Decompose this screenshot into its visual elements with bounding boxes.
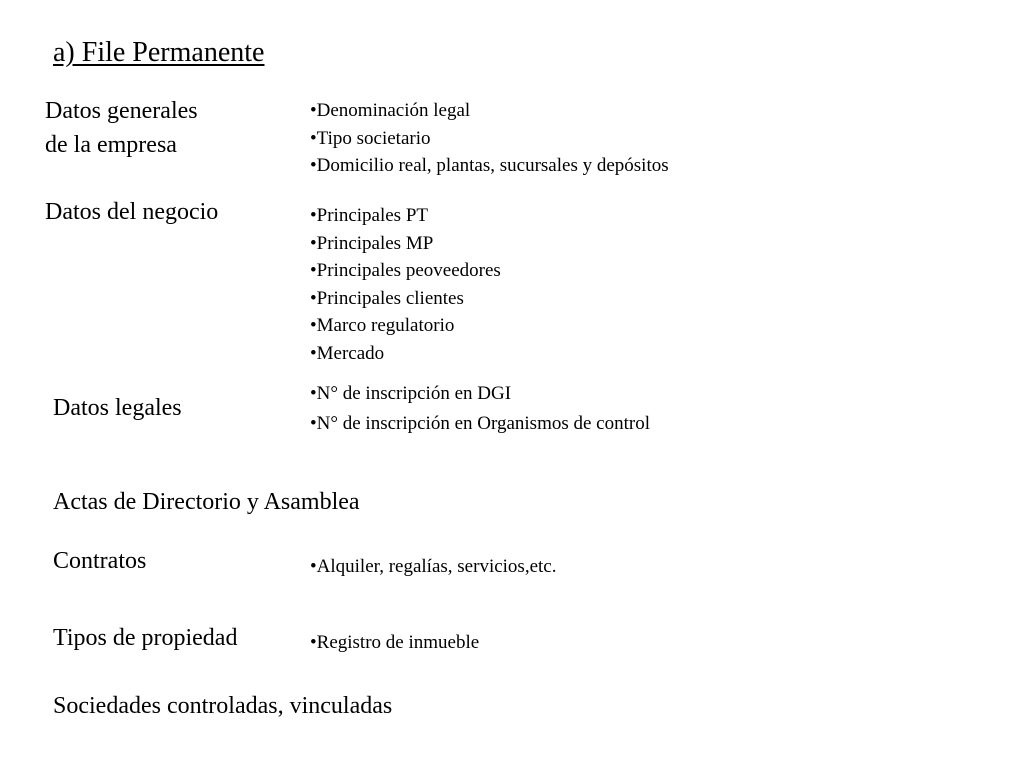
list-item: •N° de inscripción en Organismos de control xyxy=(310,413,651,434)
section-heading-sociedades: Sociedades controladas, vinculadas xyxy=(53,693,393,719)
list-item: •Denominación legal xyxy=(310,100,471,121)
bullet-list-tipos-de-propiedad xyxy=(310,629,479,657)
list-item: •Principales clientes xyxy=(310,287,464,309)
list-item: •N° de inscripción en DGI xyxy=(310,383,512,404)
heading-line: Datos generales xyxy=(45,98,198,124)
list-item: •Mercado xyxy=(310,342,385,364)
list-item: •Principales MP xyxy=(310,232,434,254)
list-item: •Tipo societario xyxy=(310,127,431,149)
bullet-list-datos-legales xyxy=(310,379,650,439)
bullet-list-datos-generales xyxy=(310,97,669,180)
list-item: •Domicilio real, plantas, sucursales y depósitos xyxy=(310,155,669,176)
list-item: •Marco regulatorio xyxy=(310,315,455,336)
list-item: •Principales peoveedores xyxy=(310,260,501,281)
list-item: •Principales PT xyxy=(310,205,429,226)
section-heading-actas: Actas de Directorio y Asamblea xyxy=(53,489,360,515)
list-item: •Registro de inmueble xyxy=(310,632,480,653)
section-heading-datos-del-negocio: Datos del negocio xyxy=(45,199,219,225)
slide-title: a) File Permanente xyxy=(53,37,265,68)
list-item: •Alquiler, regalías, servicios,etc. xyxy=(310,556,557,577)
heading-line: de la empresa xyxy=(45,132,177,158)
bullet-list-contratos xyxy=(310,553,556,581)
section-heading-contratos: Contratos xyxy=(53,548,147,574)
section-heading-datos-legales: Datos legales xyxy=(53,395,182,421)
section-heading-datos-generales xyxy=(45,94,198,162)
section-heading-tipos-de-propiedad: Tipos de propiedad xyxy=(53,625,238,651)
bullet-list-datos-del-negocio xyxy=(310,202,501,367)
